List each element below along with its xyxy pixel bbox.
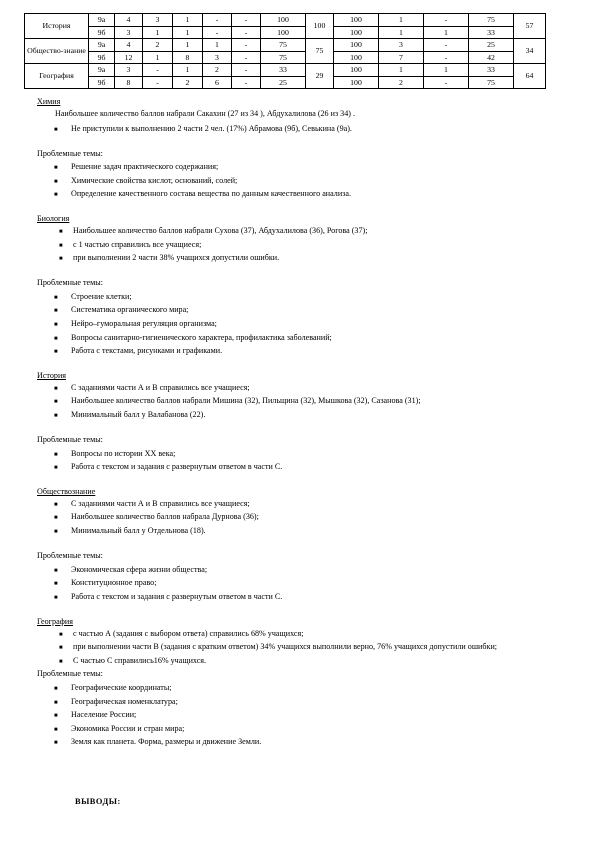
list-item: ■ Вопросы санитарно-гигиенического характера, профилактика заболеваний;	[37, 333, 582, 347]
section-title-history: История	[37, 371, 67, 381]
table-cell: 1	[143, 51, 173, 64]
bullet-icon: ■	[54, 413, 58, 419]
bullet-icon: ■	[54, 192, 58, 199]
bullet-icon: ■	[54, 685, 58, 692]
list-item: ■ Наибольшее количество баллов набрала Дурнова (36);	[37, 512, 582, 526]
list-item: ■ Земля как планета. Форма, размеры и движение Земли.	[37, 737, 582, 751]
table-cell: 9а	[89, 14, 115, 27]
table-cell: 2	[173, 76, 203, 89]
table-row	[25, 26, 546, 39]
table-cell: 1	[203, 39, 232, 52]
table-cell: 8	[173, 51, 203, 64]
list-item: ■ С частью С справились16% учащихся.	[37, 656, 582, 670]
table-cell: -	[203, 26, 232, 39]
bullet-icon: ■	[54, 165, 58, 172]
list-item: ■ Работа с текстами, рисунками и графиками.	[37, 346, 582, 360]
list-item: ■ с 1 частью справились все учащиеся;	[37, 240, 582, 254]
list-item: ■ Минимальный балл у Валабанова (22).	[37, 410, 582, 424]
table-cell: 1	[173, 26, 203, 39]
list-item: ■ Географические координаты;	[37, 683, 582, 697]
table-cell: 1	[379, 26, 424, 39]
bullet-icon: ■	[59, 645, 63, 652]
bullet-icon: ■	[54, 465, 58, 472]
bullet-icon: ■	[54, 515, 58, 522]
social-bullets	[37, 499, 582, 540]
table-cell: 1	[379, 64, 424, 77]
bullet-icon: ■	[54, 322, 58, 329]
table-cell: 25	[261, 76, 306, 89]
list-item: ■ Строение клетки;	[37, 292, 582, 306]
bullet-icon: ■	[54, 349, 58, 356]
bullet-icon: ■	[54, 294, 58, 301]
geography-problems	[37, 683, 582, 751]
list-item: ■ при выполнении части В (задания с кратким ответом) 34% учащихся выполнили верно, 76% учащихся допустили ошибки;	[37, 642, 513, 656]
problems-label: Проблемные темы:	[37, 278, 103, 288]
table-cell: -	[232, 51, 261, 64]
table-cell: 3	[115, 26, 143, 39]
table-cell: -	[424, 76, 469, 89]
section-title-geography: География	[37, 617, 73, 627]
table-cell: 9а	[89, 64, 115, 77]
table-cell: 2	[379, 76, 424, 89]
table-cell: 33	[469, 26, 514, 39]
table-cell: 25	[469, 39, 514, 52]
table-cell: 9б	[89, 51, 115, 64]
table-cell: 1	[173, 64, 203, 77]
bullet-icon: ■	[54, 713, 58, 720]
table-cell: -	[232, 26, 261, 39]
table-cell: 64	[514, 64, 546, 89]
table-cell: -	[232, 76, 261, 89]
table-cell: 100	[334, 14, 379, 27]
table-cell: 75	[469, 76, 514, 89]
table-cell: 42	[469, 51, 514, 64]
list-item: ■ Систематика органического мира;	[37, 305, 582, 319]
table-cell: -	[143, 64, 173, 77]
table-cell: 8	[115, 76, 143, 89]
table-cell: 1	[424, 26, 469, 39]
bullet-icon: ■	[54, 529, 58, 536]
bullet-icon: ■	[59, 658, 63, 665]
table-cell: 2	[203, 64, 232, 77]
list-item: ■ Географическая номенклатура;	[37, 697, 582, 711]
table-cell: 3	[379, 39, 424, 52]
table-cell: 33	[261, 64, 306, 77]
table-cell: 12	[115, 51, 143, 64]
table-cell: 6	[203, 76, 232, 89]
list-item: ■ Работа с текстом и задания с развернутым ответом в части С.	[37, 462, 582, 476]
history-problems	[37, 449, 582, 476]
list-item: ■ с частью А (задания с выбором ответа) справились 68% учащихся;	[37, 629, 582, 643]
table-cell: 75	[306, 39, 334, 64]
table-cell: 4	[115, 39, 143, 52]
report-body	[37, 97, 582, 751]
list-item: ■ Химические свойства кислот, оснований, солей;	[37, 176, 582, 190]
list-item: ■ Наибольшее количество баллов набрали Мишина (32), Пильщина (32), Мышкова (32), Сазанова (31);	[37, 396, 582, 410]
bullet-icon: ■	[54, 178, 58, 185]
bullet-icon: ■	[54, 581, 58, 588]
table-cell: 100	[334, 76, 379, 89]
list-item: ■ Экономическая сфера жизни общества;	[37, 565, 582, 579]
bullet-icon: ■	[54, 567, 58, 574]
table-cell: -	[424, 14, 469, 27]
table-cell: 1	[173, 39, 203, 52]
table-cell: 1	[173, 14, 203, 27]
table-cell: 3	[203, 51, 232, 64]
table-cell: 9б	[89, 26, 115, 39]
table-cell: 34	[514, 39, 546, 64]
section-title-biology: Биология	[37, 214, 70, 224]
bullet-icon: ■	[54, 699, 58, 706]
bullet-icon: ■	[59, 256, 63, 263]
table-cell: 4	[115, 14, 143, 27]
subject-cell: История	[25, 14, 89, 39]
table-cell: 2	[143, 39, 173, 52]
table-cell: 57	[514, 14, 546, 39]
list-item: ■ Нейро–гуморальная регуляция организма;	[37, 319, 582, 333]
list-item: ■ Минимальный балл у Отдельнова (18).	[37, 526, 582, 540]
table-cell: -	[232, 14, 261, 27]
history-bullets	[37, 383, 582, 424]
table-cell: -	[424, 39, 469, 52]
table-cell: 75	[261, 51, 306, 64]
table-cell: 100	[306, 14, 334, 39]
bullet-icon: ■	[54, 726, 58, 733]
table-cell: 29	[306, 64, 334, 89]
table-cell: 9а	[89, 39, 115, 52]
list-item: ■ Не приступили к выполнению 2 части 2 чел. (17%) Абрамова (9б), Севькина (9а).	[37, 124, 582, 138]
subject-cell: Общество-знание	[25, 39, 89, 64]
conclusions-heading: ВЫВОДЫ:	[75, 797, 121, 806]
table-cell: 75	[261, 39, 306, 52]
chemistry-summary: Наибольшее количество баллов набрали Сакахин (27 из 34 ), Абдухалилова (26 из 34) .	[55, 108, 356, 118]
bullet-icon: ■	[54, 335, 58, 342]
biology-bullets	[37, 226, 582, 267]
bullet-icon: ■	[54, 594, 58, 601]
table-row	[25, 51, 546, 64]
table-row	[25, 76, 546, 89]
table-cell: 100	[334, 64, 379, 77]
table-cell: -	[424, 51, 469, 64]
chemistry-problems	[37, 162, 582, 203]
results-table	[24, 13, 546, 89]
problems-label: Проблемные темы:	[37, 148, 103, 158]
bullet-icon: ■	[54, 308, 58, 315]
list-item: ■ при выполнении 2 части 38% учащихся допустили ошибки.	[37, 253, 582, 267]
list-item: ■ Население России;	[37, 710, 582, 724]
bullet-icon: ■	[54, 740, 58, 747]
table-cell: -	[203, 14, 232, 27]
bullet-icon: ■	[59, 228, 63, 235]
problems-label: Проблемные темы:	[37, 435, 103, 445]
table-row	[25, 14, 546, 27]
biology-problems	[37, 292, 582, 360]
bullet-icon: ■	[54, 501, 58, 508]
table-cell: 75	[469, 14, 514, 27]
table-row	[25, 39, 546, 52]
list-item: ■ Конституционное право;	[37, 578, 582, 592]
bullet-icon: ■	[54, 385, 58, 392]
table-cell: -	[232, 39, 261, 52]
table-cell: 100	[261, 26, 306, 39]
table-cell: 1	[379, 14, 424, 27]
table-cell: 33	[469, 64, 514, 77]
subject-cell: География	[25, 64, 89, 89]
table-cell: 1	[424, 64, 469, 77]
list-item: ■ Наибольшее количество баллов набрали Сухова (37), Абдухалилова (36), Рогова (37);	[37, 226, 582, 240]
table-cell: -	[232, 64, 261, 77]
list-item: ■ С заданиями части А и В справились все учащиеся;	[37, 499, 582, 513]
table-cell: 100	[334, 26, 379, 39]
problems-label: Проблемные темы:	[37, 551, 103, 561]
table-cell: 100	[334, 39, 379, 52]
bullet-icon: ■	[59, 631, 63, 638]
table-cell: -	[143, 76, 173, 89]
section-title-social-studies: Обществознание	[37, 487, 96, 497]
table-cell: 9б	[89, 76, 115, 89]
table-cell: 1	[143, 26, 173, 39]
bullet-icon: ■	[59, 242, 63, 249]
chemistry-bullets	[37, 124, 582, 138]
geography-bullets	[37, 629, 582, 670]
section-title-chemistry: Химия	[37, 97, 61, 106]
table-row	[25, 64, 546, 77]
table-cell: 3	[143, 14, 173, 27]
bullet-icon: ■	[54, 451, 58, 458]
table-cell: 100	[334, 51, 379, 64]
bullet-icon: ■	[54, 126, 58, 133]
table-cell: 100	[261, 14, 306, 27]
table-cell: 3	[115, 64, 143, 77]
social-problems	[37, 565, 582, 606]
list-item: ■ Решение задач практического содержания;	[37, 162, 582, 176]
table-cell: 7	[379, 51, 424, 64]
list-item: ■ С заданиями части А и В справились все учащиеся;	[37, 383, 582, 397]
problems-label: Проблемные темы:	[37, 669, 103, 679]
bullet-icon: ■	[54, 399, 58, 406]
list-item: ■ Определение качественного состава вещества по данным качественного анализа.	[37, 189, 582, 203]
list-item: ■ Вопросы по истории XX века;	[37, 449, 582, 463]
list-item: ■ Работа с текстом и задания с развернутым ответом в части С.	[37, 592, 582, 606]
list-item: ■ Экономика России и стран мира;	[37, 724, 582, 738]
